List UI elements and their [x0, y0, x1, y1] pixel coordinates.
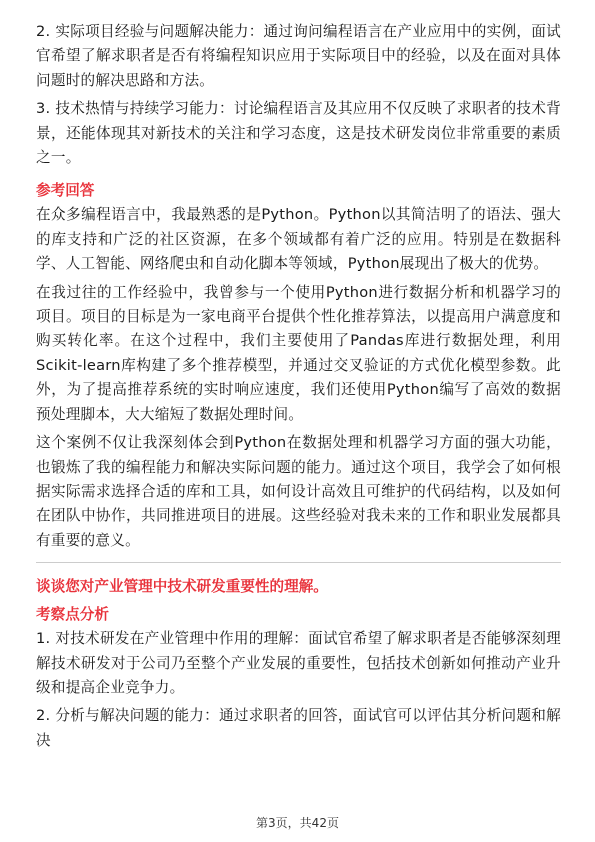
page-content: [36, 20, 561, 757]
question-point-1: 1. 对技术研发在产业管理中作用的理解：面试官希望了解求职者是否能够深刻理解技术研发对于公司乃至整个产业发展的重要性，包括技术创新如何推动产业升级和提高企业竞争力。: [36, 630, 561, 696]
answer-paragraph-2: 在我过往的工作经验中，我曾参与一个使用Python进行数据分析和机器学习的项目。项目的目标是为一家电商平台提供个性化推荐算法，以提高用户满意度和购买转化率。在这个过程中，我们主要使用了Pandas库进行数据处理，利用Scikit-learn库构建了多个推荐模型，并通过交叉验证的方式优化模型参数。此外，为了提高推荐系统的实时响应速度，我们还使用Python编写了高效的数据预处理脚本，大大缩短了数据处理时间。: [36, 283, 561, 423]
answer-paragraph-3: 这个案例不仅让我深刻体会到Python在数据处理和机器学习方面的强大功能，也锻炼了我的编程能力和解决实际问题的能力。通过这个项目，我学会了如何根据实际需求选择合适的库和工具，如何设计高效且可维护的代码结构，以及如何在团队中协作，共同推进项目的进展。这些经验对我未来的工作和职业发展都具有重要的意义。: [36, 434, 561, 549]
analysis-heading: 考察点分析: [36, 606, 109, 624]
page-number-footer: 第3页，共42页: [256, 816, 339, 830]
answer-paragraph-1: 在众多编程语言中，我最熟悉的是Python。Python以其简洁明了的语法、强大的库支持和广泛的社区资源，在多个领域都有着广泛的应用。特别是在数据科学、人工智能、网络爬虫和自动化脚本等领域，Python展现出了极大的优势。: [36, 206, 561, 273]
question-title: 谈谈您对产业管理中技术研发重要性的理解。: [36, 578, 328, 596]
analysis-point-2: 2. 实际项目经验与问题解决能力：通过询问编程语言在产业应用中的实例，面试官希望了解求职者是否有将编程知识应用于实际项目中的经验，以及在面对具体问题时的解决思路和方法。: [36, 23, 561, 89]
analysis-point-3: 3. 技术热情与持续学习能力：讨论编程语言及其应用不仅反映了求职者的技术背景，还能体现其对新技术的关注和学习态度，这是技术研发岗位非常重要的素质之一。: [36, 100, 561, 167]
section-divider: [36, 562, 561, 563]
reference-answer-heading: 参考回答: [36, 182, 95, 200]
question-point-2: 2. 分析与解决问题的能力：通过求职者的回答，面试官可以评估其分析问题和解决: [36, 707, 561, 749]
